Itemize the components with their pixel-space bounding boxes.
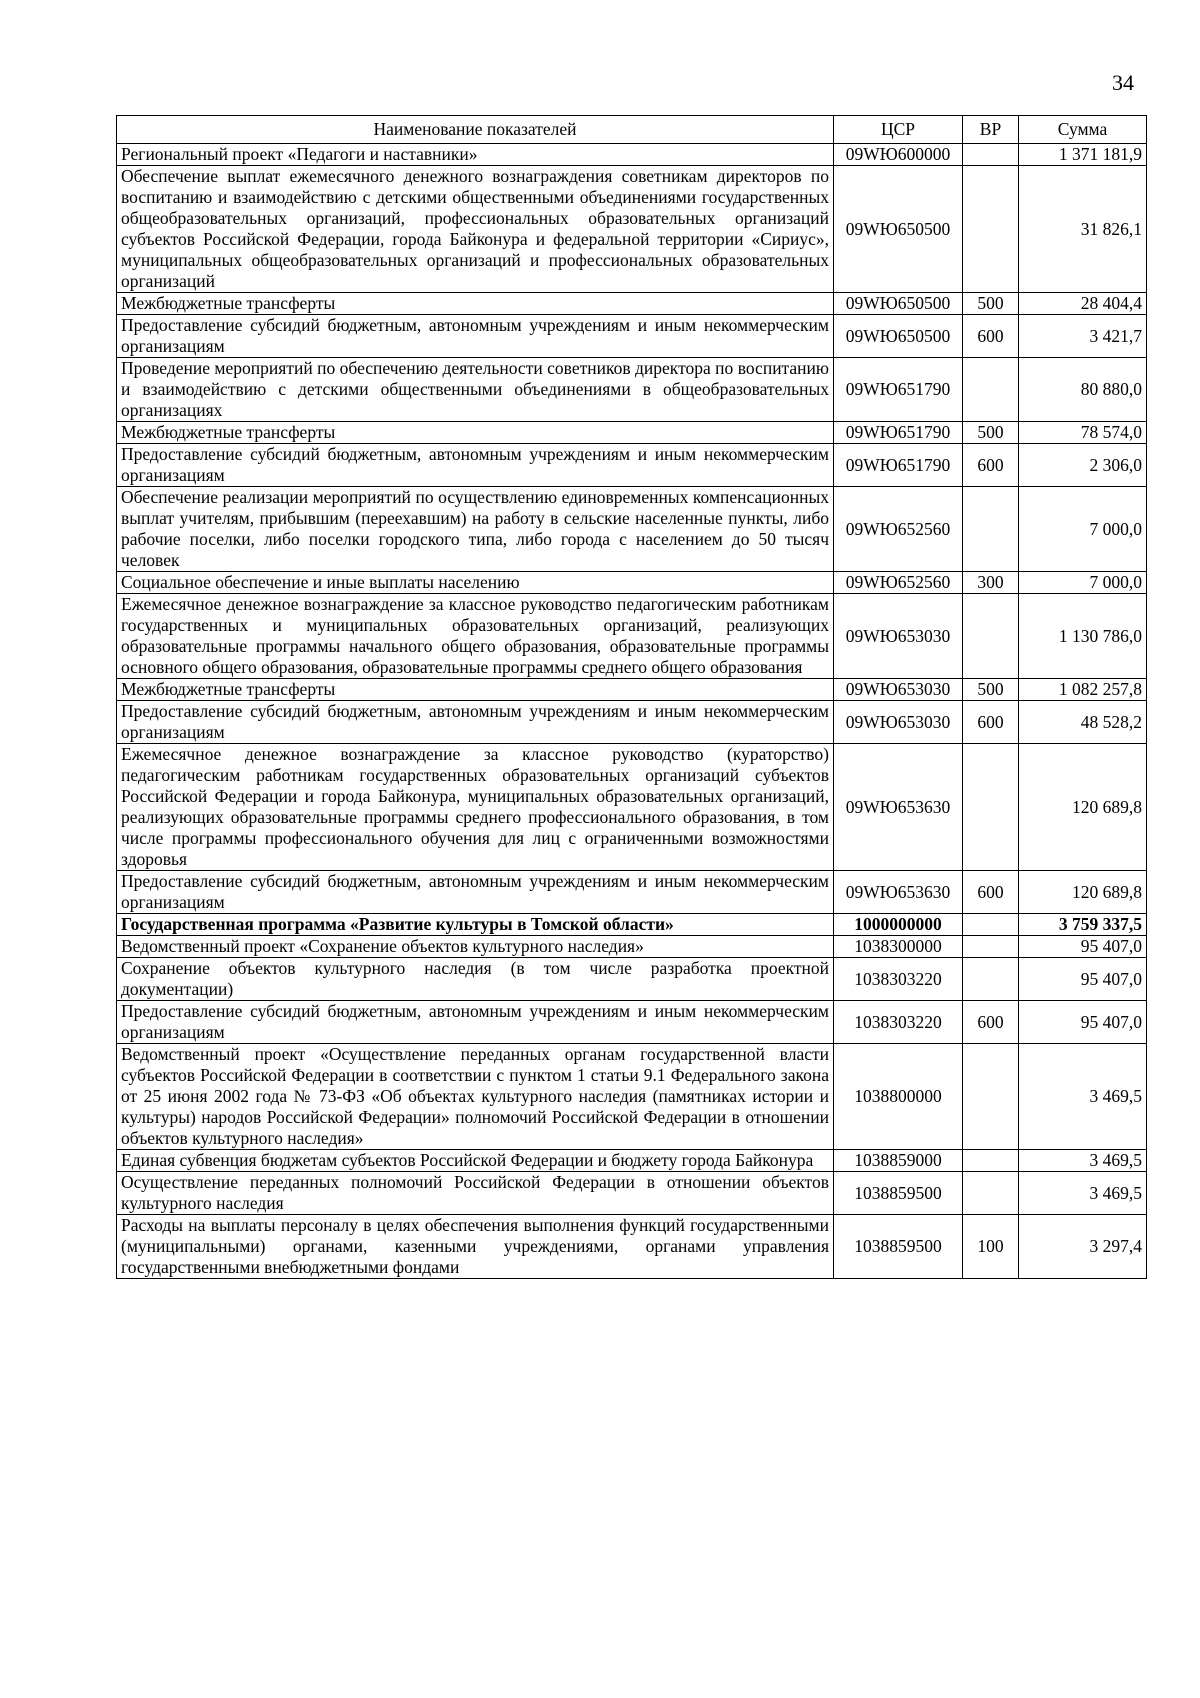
cell-name: Ежемесячное денежное вознаграждение за классное руководство педагогическим работникам государственных и муниципальных образовательных организаций, реализующих образовательные программы начального общего образования, образовательные программы основного общего образования, образовательные программы среднего общего образования (117, 594, 834, 679)
cell-csr: 09WЮ650500 (834, 315, 963, 358)
table-row (117, 1044, 1147, 1150)
cell-vr (963, 487, 1019, 572)
table-row (117, 422, 1147, 444)
cell-vr: 300 (963, 572, 1019, 594)
budget-table (116, 115, 1147, 1279)
cell-sum: 7 000,0 (1019, 487, 1147, 572)
cell-sum: 95 407,0 (1019, 958, 1147, 1001)
cell-csr: 09WЮ653030 (834, 594, 963, 679)
cell-csr: 09WЮ653630 (834, 871, 963, 914)
cell-csr: 1038300000 (834, 936, 963, 958)
cell-csr: 1038800000 (834, 1044, 963, 1150)
cell-name: Расходы на выплаты персоналу в целях обеспечения выполнения функций государственными (муниципальными) органами, казенными учреждениями, органами управления государственными внебюджетными фондами (117, 1215, 834, 1279)
cell-csr: 09WЮ652560 (834, 572, 963, 594)
cell-sum: 78 574,0 (1019, 422, 1147, 444)
header-vr: ВР (963, 116, 1019, 144)
cell-sum: 31 826,1 (1019, 166, 1147, 293)
cell-vr (963, 358, 1019, 422)
cell-csr: 09WЮ651790 (834, 358, 963, 422)
cell-vr: 600 (963, 871, 1019, 914)
cell-name: Предоставление субсидий бюджетным, автономным учреждениям и иным некоммерческим организациям (117, 871, 834, 914)
cell-name: Проведение мероприятий по обеспечению деятельности советников директора по воспитанию и взаимодействию с детскими общественными объединениями в общеобразовательных организациях (117, 358, 834, 422)
table-row (117, 871, 1147, 914)
cell-sum: 48 528,2 (1019, 701, 1147, 744)
cell-name: Предоставление субсидий бюджетным, автономным учреждениям и иным некоммерческим организациям (117, 315, 834, 358)
cell-sum: 3 421,7 (1019, 315, 1147, 358)
table-header-row (117, 116, 1147, 144)
cell-csr: 1038303220 (834, 1001, 963, 1044)
cell-vr: 100 (963, 1215, 1019, 1279)
cell-sum: 1 130 786,0 (1019, 594, 1147, 679)
cell-vr (963, 936, 1019, 958)
cell-csr: 09WЮ600000 (834, 144, 963, 166)
cell-name: Обеспечение реализации мероприятий по осуществлению единовременных компенсационных выплат учителям, прибывшим (переехавшим) на работу в сельские населенные пункты, либо рабочие поселки, либо поселки городского типа, либо города с населением до 50 тысяч человек (117, 487, 834, 572)
table-row (117, 572, 1147, 594)
table-row (117, 936, 1147, 958)
cell-sum: 3 759 337,5 (1019, 914, 1147, 936)
cell-vr: 500 (963, 293, 1019, 315)
cell-csr: 1038859500 (834, 1172, 963, 1215)
cell-vr (963, 144, 1019, 166)
cell-csr: 09WЮ650500 (834, 166, 963, 293)
cell-sum: 1 371 181,9 (1019, 144, 1147, 166)
cell-vr (963, 594, 1019, 679)
cell-name: Предоставление субсидий бюджетным, автономным учреждениям и иным некоммерческим организациям (117, 701, 834, 744)
table-row (117, 358, 1147, 422)
cell-sum: 3 469,5 (1019, 1044, 1147, 1150)
cell-sum: 1 082 257,8 (1019, 679, 1147, 701)
cell-sum: 120 689,8 (1019, 871, 1147, 914)
cell-sum: 95 407,0 (1019, 1001, 1147, 1044)
cell-csr: 1038859000 (834, 1150, 963, 1172)
cell-name: Ежемесячное денежное вознаграждение за классное руководство (кураторство) педагогическим работникам государственных образовательных организаций субъектов Российской Федерации и города Байконура, муниципальных образовательных организаций, реализующих образовательные программы среднего профессионального образования, в том числе программы профессионального обучения для лиц с ограниченными возможностями здоровья (117, 744, 834, 871)
cell-name: Сохранение объектов культурного наследия (в том числе разработка проектной документации) (117, 958, 834, 1001)
cell-vr: 600 (963, 444, 1019, 487)
cell-name: Межбюджетные трансферты (117, 293, 834, 315)
cell-csr: 09WЮ653630 (834, 744, 963, 871)
table-row (117, 701, 1147, 744)
cell-sum: 80 880,0 (1019, 358, 1147, 422)
cell-name: Предоставление субсидий бюджетным, автономным учреждениям и иным некоммерческим организациям (117, 444, 834, 487)
cell-name: Ведомственный проект «Осуществление переданных органам государственной власти субъектов Российской Федерации в соответствии с пунктом 1 статьи 9.1 Федерального закона от 25 июня 2002 года № 73-ФЗ «Об объектах культурного наследия (памятниках истории и культуры) народов Российской Федерации» полномочий Российской Федерации в отношении объектов культурного наследия» (117, 1044, 834, 1150)
cell-name: Обеспечение выплат ежемесячного денежного вознаграждения советникам директоров по воспитанию и взаимодействию с детскими общественными объединениями государственных общеобразовательных организаций, профессиональных образовательных организаций субъектов Российской Федерации, города Байконура и федеральной территории «Сириус», муниципальных общеобразовательных организаций и профессиональных образовательных организаций (117, 166, 834, 293)
cell-sum: 3 469,5 (1019, 1150, 1147, 1172)
cell-csr: 1000000000 (834, 914, 963, 936)
cell-name: Государственная программа «Развитие культуры в Томской области» (117, 914, 834, 936)
cell-vr: 600 (963, 701, 1019, 744)
cell-csr: 09WЮ653030 (834, 701, 963, 744)
header-sum: Сумма (1019, 116, 1147, 144)
cell-csr: 09WЮ653030 (834, 679, 963, 701)
table-row (117, 315, 1147, 358)
cell-vr (963, 1044, 1019, 1150)
header-name: Наименование показателей (117, 116, 834, 144)
table-row (117, 679, 1147, 701)
cell-vr: 600 (963, 315, 1019, 358)
table-row (117, 1215, 1147, 1279)
table-row (117, 958, 1147, 1001)
table-row (117, 166, 1147, 293)
table-row (117, 914, 1147, 936)
table-row (117, 444, 1147, 487)
cell-vr (963, 744, 1019, 871)
cell-vr (963, 958, 1019, 1001)
cell-csr: 1038859500 (834, 1215, 963, 1279)
cell-csr: 09WЮ652560 (834, 487, 963, 572)
cell-sum: 7 000,0 (1019, 572, 1147, 594)
table-row (117, 1001, 1147, 1044)
cell-sum: 120 689,8 (1019, 744, 1147, 871)
cell-name: Осуществление переданных полномочий Российской Федерации в отношении объектов культурного наследия (117, 1172, 834, 1215)
table-row (117, 594, 1147, 679)
cell-name: Социальное обеспечение и иные выплаты населению (117, 572, 834, 594)
cell-sum: 3 297,4 (1019, 1215, 1147, 1279)
cell-vr: 500 (963, 679, 1019, 701)
cell-name: Ведомственный проект «Сохранение объектов культурного наследия» (117, 936, 834, 958)
cell-sum: 3 469,5 (1019, 1172, 1147, 1215)
cell-name: Межбюджетные трансферты (117, 679, 834, 701)
cell-vr (963, 914, 1019, 936)
table-row (117, 744, 1147, 871)
cell-name: Межбюджетные трансферты (117, 422, 834, 444)
cell-name: Региональный проект «Педагоги и наставники» (117, 144, 834, 166)
table-row (117, 1172, 1147, 1215)
cell-csr: 09WЮ651790 (834, 444, 963, 487)
cell-csr: 1038303220 (834, 958, 963, 1001)
cell-name: Предоставление субсидий бюджетным, автономным учреждениям и иным некоммерческим организациям (117, 1001, 834, 1044)
cell-csr: 09WЮ650500 (834, 293, 963, 315)
table-row (117, 144, 1147, 166)
cell-csr: 09WЮ651790 (834, 422, 963, 444)
cell-name: Единая субвенция бюджетам субъектов Российской Федерации и бюджету города Байконура (117, 1150, 834, 1172)
table-row (117, 293, 1147, 315)
cell-vr (963, 1172, 1019, 1215)
cell-vr: 500 (963, 422, 1019, 444)
header-csr: ЦСР (834, 116, 963, 144)
page-number: 34 (1112, 70, 1134, 95)
cell-vr (963, 1150, 1019, 1172)
table-row (117, 487, 1147, 572)
cell-sum: 28 404,4 (1019, 293, 1147, 315)
cell-vr: 600 (963, 1001, 1019, 1044)
cell-sum: 95 407,0 (1019, 936, 1147, 958)
cell-vr (963, 166, 1019, 293)
cell-sum: 2 306,0 (1019, 444, 1147, 487)
table-row (117, 1150, 1147, 1172)
